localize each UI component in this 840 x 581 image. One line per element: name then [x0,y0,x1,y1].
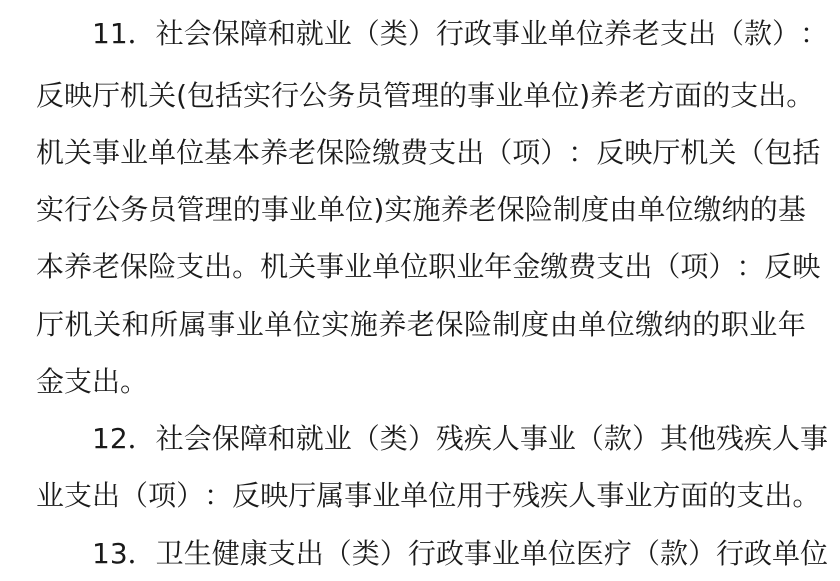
paragraph-line: 厅 机 关 和 所 属 事 业 单 位 实 施 养 老 保 险 制 度 由 单 位 缴 纳 的 职 业 年 [36,308,806,341]
paragraph-line: 1 1 ． 社 会 保 障 和 就 业 （ 类 ） 行 政 事 业 单 位 养 老 支 出 （ 款 ） ： [92,17,829,50]
paragraph-line: 业 支 出 （ 项 ） ： 反 映 厅 属 事 业 单 位 用 于 残 疾 人 事 业 方 面 的 支 出 。 [36,479,821,512]
paragraph-line: 机 关 事 业 单 位 基 本 养 老 保 险 缴 费 支 出 （ 项 ） ： 反 映 厅 机 关 （ 包 括 [36,136,821,169]
paragraph-line: 反 映 厅 机 关 ( 包 括 实 行 公 务 员 管 理 的 事 业 单 位 ) 养 老 方 面 的 支 出 。 [36,79,815,112]
paragraph-line: 本 养 老 保 险 支 出 。 机 关 事 业 单 位 职 业 年 金 缴 费 支 出 （ 项 ） ： 反 映 [36,250,821,283]
paragraph-line: 实 行 公 务 员 管 理 的 事 业 单 位 ) 实 施 养 老 保 险 制 度 由 单 位 缴 纳 的 基 [36,193,806,226]
paragraph-line: 1 3 ． 卫 生 健 康 支 出 （ 类 ） 行 政 事 业 单 位 医 疗 （ 款 ） 行 政 单 位 [92,537,829,570]
paragraph-line: 金支出。 [36,365,149,398]
paragraph-line: 1 2 ． 社 会 保 障 和 就 业 （ 类 ） 残 疾 人 事 业 （ 款 ） 其 他 残 疾 人 事 [92,422,829,455]
